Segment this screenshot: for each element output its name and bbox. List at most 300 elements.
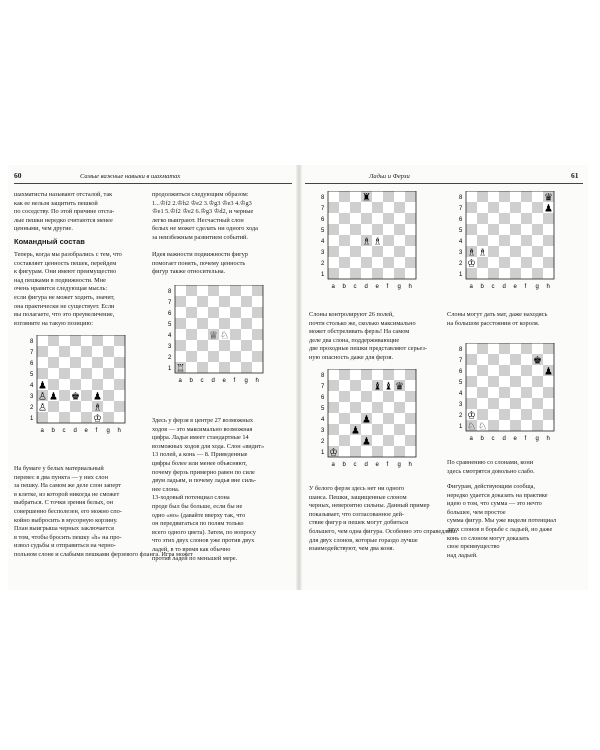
- board-square: [59, 335, 70, 346]
- board-square: [241, 340, 252, 351]
- board-square: [339, 446, 350, 457]
- text-line: взгляните на такую позицию:: [14, 319, 93, 327]
- board-square: [197, 296, 208, 307]
- board-square: [175, 351, 186, 362]
- board-square: [350, 224, 361, 235]
- board-square: [37, 357, 48, 368]
- board-square: [208, 296, 219, 307]
- board-square: [328, 257, 339, 268]
- board-square: [350, 435, 361, 446]
- board-square: [350, 202, 361, 213]
- rank-label: 8: [459, 195, 463, 201]
- board-square: [59, 390, 70, 401]
- board-square: [339, 380, 350, 391]
- board-square: [477, 387, 488, 398]
- board-square: [499, 224, 510, 235]
- board-square: [499, 257, 510, 268]
- board-square: [252, 307, 263, 318]
- file-label: g: [397, 462, 401, 468]
- board-square: [466, 365, 477, 376]
- file-label: a: [40, 428, 44, 434]
- chess-piece-icon: ♖: [176, 363, 185, 375]
- board-square: [499, 387, 510, 398]
- board-square: [532, 376, 543, 387]
- board-square: [186, 362, 197, 373]
- text-line: одно «но» (давайте вверху так, что: [152, 511, 246, 519]
- rank-label: 4: [459, 391, 463, 397]
- text-line: почти столько же, сколько максимально: [309, 319, 416, 327]
- text-line: на большом расстоянии от короля.: [447, 319, 540, 327]
- file-label: h: [255, 378, 259, 384]
- board-square: [405, 413, 416, 424]
- text-line: в клетке, из которой никогда не сможет: [14, 490, 120, 498]
- text-line: 13 полей, а конь — 8. Приведенные: [152, 451, 248, 459]
- board-square: [197, 351, 208, 362]
- board-square: [477, 268, 488, 279]
- board-square: [477, 354, 488, 365]
- text-line: что этих двух слонов уже против двух: [152, 537, 255, 545]
- board-square: [477, 398, 488, 409]
- board-square: [383, 235, 394, 246]
- board-square: [328, 380, 339, 391]
- board-square: [186, 340, 197, 351]
- board-square: [219, 318, 230, 329]
- board-square: [350, 268, 361, 279]
- board-square: [241, 296, 252, 307]
- board-square: [241, 318, 252, 329]
- board-square: [70, 357, 81, 368]
- board-square: [361, 213, 372, 224]
- board-square: [328, 435, 339, 446]
- board-square: [103, 379, 114, 390]
- board-square: [466, 387, 477, 398]
- board-square: [466, 376, 477, 387]
- board-square: [103, 357, 114, 368]
- board-square: [328, 268, 339, 279]
- text-line: над ладьей.: [447, 551, 478, 559]
- board-square: [543, 224, 554, 235]
- board-square: [81, 335, 92, 346]
- board-square: [219, 296, 230, 307]
- board-square: [477, 257, 488, 268]
- board-square: [186, 296, 197, 307]
- file-label: c: [491, 436, 495, 442]
- text-line: легко выиграют. Несчастный слон: [152, 216, 244, 224]
- board-square: [81, 390, 92, 401]
- file-label: d: [73, 428, 77, 434]
- board-square: [103, 346, 114, 357]
- file-label: g: [535, 284, 539, 290]
- board-square: [372, 268, 383, 279]
- board-square: [394, 235, 405, 246]
- board-square: [197, 318, 208, 329]
- chess-piece-icon: ♟: [49, 391, 58, 403]
- board-square: [241, 351, 252, 362]
- board-square: [510, 409, 521, 420]
- board-square: [521, 235, 532, 246]
- text-line: почему ферзь примерно равен по силе: [152, 468, 255, 476]
- board-square: [477, 191, 488, 202]
- board-square: [230, 318, 241, 329]
- board-square: [499, 354, 510, 365]
- file-label: c: [353, 462, 357, 468]
- file-label: f: [233, 378, 236, 384]
- board-square: [208, 318, 219, 329]
- text-line: цифры более или менее объясняют,: [152, 459, 248, 467]
- text-line: извол судьбы и отправиться на черно-: [14, 542, 116, 550]
- file-label: c: [62, 428, 66, 434]
- board-square: [252, 362, 263, 373]
- board-square: [92, 346, 103, 357]
- page-number-right: 61: [571, 171, 579, 180]
- board-square: [372, 446, 383, 457]
- text-line: сумма фигур. Мы уже видели потенциал: [447, 517, 557, 525]
- text-line: ценными, чем другие.: [14, 225, 73, 233]
- file-label: f: [95, 428, 98, 434]
- chess-piece-icon: ♗: [93, 402, 102, 414]
- board-square: [394, 224, 405, 235]
- chess-piece-icon: ♕: [209, 330, 218, 342]
- text-line: над пешками в подвижности. Мне: [14, 276, 106, 284]
- board-square: [405, 435, 416, 446]
- board-square: [92, 368, 103, 379]
- board-square: [328, 402, 339, 413]
- file-label: h: [117, 428, 121, 434]
- file-label: d: [502, 284, 506, 290]
- board-square: [521, 354, 532, 365]
- board-square: [394, 202, 405, 213]
- board-square: [383, 191, 394, 202]
- board-square: [372, 391, 383, 402]
- board-square: [361, 202, 372, 213]
- board-square: [521, 420, 532, 431]
- board-square: [510, 398, 521, 409]
- board-square: [350, 257, 361, 268]
- board-square: [488, 246, 499, 257]
- board-square: [37, 346, 48, 357]
- board-square: [103, 368, 114, 379]
- text-block-knights: [447, 459, 535, 476]
- chess-piece-icon: ♟: [38, 380, 47, 392]
- text-line: шахматисты называют отсталой, так: [14, 191, 113, 198]
- text-line: лые пешки нередко считаются менее: [14, 216, 113, 224]
- rank-label: 1: [168, 366, 172, 372]
- board-square: [37, 335, 48, 346]
- rank-label: 7: [321, 384, 325, 390]
- rank-label: 8: [321, 373, 325, 379]
- board-square: [48, 368, 59, 379]
- running-head-left: Самые важные навыки в шахматах: [80, 173, 181, 180]
- board-square: [339, 391, 350, 402]
- board-square: [543, 354, 554, 365]
- board-square: [383, 413, 394, 424]
- chess-diagram-bishop-mate: [457, 191, 557, 291]
- chess-piece-icon: ♟: [351, 425, 360, 437]
- board-square: [383, 435, 394, 446]
- section-heading: Командный состав: [14, 237, 85, 246]
- chess-piece-icon: ♙: [38, 402, 47, 414]
- chess-piece-icon: ♔: [329, 447, 338, 459]
- text-line: к фигурам. Они имеют преимущество: [14, 268, 117, 276]
- rank-label: 2: [459, 413, 463, 419]
- file-label: g: [244, 378, 248, 384]
- board-square: [510, 354, 521, 365]
- board-square: [543, 257, 554, 268]
- board-square: [466, 224, 477, 235]
- board-square: [361, 446, 372, 457]
- text-line: для двух слонов, которые гораздо лучше: [309, 536, 418, 544]
- board-square: [70, 368, 81, 379]
- board-square: [488, 409, 499, 420]
- board-square: [394, 391, 405, 402]
- board-square: [59, 346, 70, 357]
- board-square: [339, 191, 350, 202]
- board-square: [394, 446, 405, 457]
- chess-piece-icon: ♔: [93, 413, 102, 425]
- board-square: [339, 413, 350, 424]
- board-square: [477, 376, 488, 387]
- file-label: e: [513, 436, 517, 442]
- text-line: деле два слона, поддерживающие: [309, 336, 400, 344]
- file-label: c: [353, 284, 357, 290]
- chess-piece-icon: ♘: [220, 330, 229, 342]
- text-line: свое преимущество: [447, 543, 500, 551]
- text-line: ♔e1 5.♔f2 ♔e2 6.♔g3 ♔d2, и черные: [152, 208, 254, 216]
- rank-label: 1: [321, 450, 325, 456]
- rank-label: 8: [168, 289, 172, 295]
- board-square: [499, 420, 510, 431]
- file-label: a: [331, 462, 335, 468]
- text-line: 1...♔f2 2.♔h2 ♔e2 3.♔g3 ♔e3 4.♔g3: [152, 199, 252, 207]
- rank-label: 5: [30, 372, 34, 378]
- board-square: [59, 357, 70, 368]
- board-square: [394, 369, 405, 380]
- rank-label: 6: [459, 369, 463, 375]
- rank-label: 4: [168, 333, 172, 339]
- rank-label: 6: [321, 217, 325, 223]
- text-line: если фигура не может ходить, значит,: [14, 293, 115, 301]
- board-square: [328, 246, 339, 257]
- chess-piece-icon: ♟: [544, 203, 553, 215]
- file-label: h: [546, 284, 550, 290]
- text-line: за пешку. На самом же деле слон заперт: [14, 482, 122, 490]
- text-line: ходов — это максимально возможная: [152, 425, 253, 433]
- board-square: [466, 191, 477, 202]
- board-square: [37, 368, 48, 379]
- board-square: [394, 268, 405, 279]
- board-square: [499, 235, 510, 246]
- board-square: [114, 335, 125, 346]
- file-label: a: [469, 284, 473, 290]
- text-line: Слоны контролируют 26 полей,: [309, 311, 394, 318]
- board-square: [339, 257, 350, 268]
- board-square: [361, 402, 372, 413]
- chess-board-svg: [457, 191, 557, 291]
- text-line: может обстреливать ферзь! На самом: [309, 328, 410, 336]
- header-rule: [305, 183, 583, 184]
- board-square: [70, 346, 81, 357]
- chess-board-svg: [319, 369, 419, 469]
- rank-label: 7: [459, 358, 463, 364]
- text-block-mate: [447, 311, 547, 328]
- file-label: a: [178, 378, 182, 384]
- board-square: [383, 391, 394, 402]
- board-square: [405, 191, 416, 202]
- board-square: [252, 329, 263, 340]
- left-page: [8, 165, 298, 590]
- text-line: ную опасность даже для ферзя.: [309, 353, 394, 361]
- board-square: [405, 235, 416, 246]
- board-square: [103, 401, 114, 412]
- board-square: [394, 402, 405, 413]
- rank-label: 7: [30, 350, 34, 356]
- board-square: [252, 285, 263, 296]
- text-line: составляет ценность пешек, перейдем: [14, 259, 117, 267]
- board-square: [383, 224, 394, 235]
- chess-piece-icon: ♚: [533, 355, 542, 367]
- text-line: 13-ходовый потенциал слона: [152, 494, 230, 502]
- text-line: У белого ферзя здесь нет ни одного: [309, 485, 405, 492]
- board-square: [328, 191, 339, 202]
- board-square: [328, 391, 339, 402]
- board-square: [328, 213, 339, 224]
- board-square: [510, 387, 521, 398]
- text-line: шанса. Пешки, защищенные слоном: [309, 493, 407, 501]
- board-square: [394, 257, 405, 268]
- rank-label: 3: [459, 402, 463, 408]
- board-square: [328, 424, 339, 435]
- board-square: [350, 391, 361, 402]
- board-square: [59, 368, 70, 379]
- board-square: [405, 391, 416, 402]
- file-label: a: [331, 284, 335, 290]
- rank-label: 5: [459, 380, 463, 386]
- board-square: [219, 362, 230, 373]
- board-square: [488, 213, 499, 224]
- chess-diagram-knights-weak: [457, 343, 557, 443]
- board-square: [186, 318, 197, 329]
- board-square: [499, 343, 510, 354]
- board-square: [230, 329, 241, 340]
- board-square: [405, 380, 416, 391]
- text-line: большего, чем одна фигура. Особенно это справедливо: [309, 527, 457, 535]
- text-line: По сравнению со слонами, кони: [447, 459, 534, 466]
- board-square: [219, 351, 230, 362]
- text-block-teamwork: [447, 483, 556, 560]
- chess-board-svg: [457, 343, 557, 443]
- text-line: двум ладьям, и почему ладья вне силь-: [152, 477, 257, 485]
- chess-diagram-queen-center: [166, 285, 266, 385]
- board-square: [361, 424, 372, 435]
- text-line: цифра. Ладья имеет стандартные 14: [152, 434, 249, 442]
- text-line: продолжиться следующим образом:: [152, 191, 249, 198]
- board-square: [219, 307, 230, 318]
- board-square: [241, 329, 252, 340]
- board-square: [241, 285, 252, 296]
- board-square: [361, 224, 372, 235]
- board-square: [92, 357, 103, 368]
- board-square: [339, 268, 350, 279]
- board-square: [405, 213, 416, 224]
- board-square: [175, 340, 186, 351]
- file-label: b: [342, 284, 346, 290]
- board-square: [103, 335, 114, 346]
- board-square: [488, 376, 499, 387]
- board-square: [499, 213, 510, 224]
- board-square: [510, 365, 521, 376]
- board-square: [70, 401, 81, 412]
- board-square: [521, 246, 532, 257]
- file-label: e: [222, 378, 226, 384]
- board-square: [328, 369, 339, 380]
- board-square: [510, 376, 521, 387]
- board-square: [230, 362, 241, 373]
- board-square: [175, 296, 186, 307]
- board-square: [372, 246, 383, 257]
- board-square: [405, 202, 416, 213]
- text-line: по соседству. По этой причине отста-: [14, 208, 115, 216]
- rank-label: 2: [321, 439, 325, 445]
- board-square: [477, 409, 488, 420]
- board-square: [383, 246, 394, 257]
- text-line: взаимодействуют, чем два коня.: [309, 545, 395, 553]
- board-square: [361, 246, 372, 257]
- rank-label: 4: [321, 417, 325, 423]
- file-label: h: [408, 284, 412, 290]
- board-square: [543, 409, 554, 420]
- board-square: [372, 369, 383, 380]
- board-square: [361, 380, 372, 391]
- rank-label: 6: [168, 311, 172, 317]
- board-square: [477, 343, 488, 354]
- board-square: [521, 365, 532, 376]
- board-square: [81, 346, 92, 357]
- board-square: [372, 413, 383, 424]
- file-label: b: [51, 428, 55, 434]
- file-label: h: [408, 462, 412, 468]
- board-square: [48, 379, 59, 390]
- chess-piece-icon: ♘: [467, 421, 476, 433]
- rank-label: 6: [459, 217, 463, 223]
- board-square: [252, 340, 263, 351]
- chess-board-svg: [319, 191, 419, 291]
- chess-piece-icon: ♔: [467, 258, 476, 270]
- rank-label: 3: [168, 344, 172, 350]
- file-label: a: [469, 436, 473, 442]
- board-square: [339, 435, 350, 446]
- board-square: [241, 307, 252, 318]
- text-line: Здесь у ферзя в центре 27 возможных: [152, 417, 254, 424]
- board-square: [394, 435, 405, 446]
- board-square: [405, 224, 416, 235]
- chess-piece-icon: ♟: [544, 366, 553, 378]
- board-square: [350, 191, 361, 202]
- board-square: [532, 246, 543, 257]
- board-square: [103, 412, 114, 423]
- file-label: b: [342, 462, 346, 468]
- board-square: [114, 379, 125, 390]
- board-square: [532, 191, 543, 202]
- chess-piece-icon: ♗: [478, 247, 487, 259]
- text-block-queen-moves: [152, 417, 264, 563]
- board-square: [521, 191, 532, 202]
- text-block-para1: [14, 251, 122, 328]
- board-square: [532, 398, 543, 409]
- board-square: [543, 376, 554, 387]
- board-square: [230, 307, 241, 318]
- board-square: [466, 343, 477, 354]
- board-square: [521, 257, 532, 268]
